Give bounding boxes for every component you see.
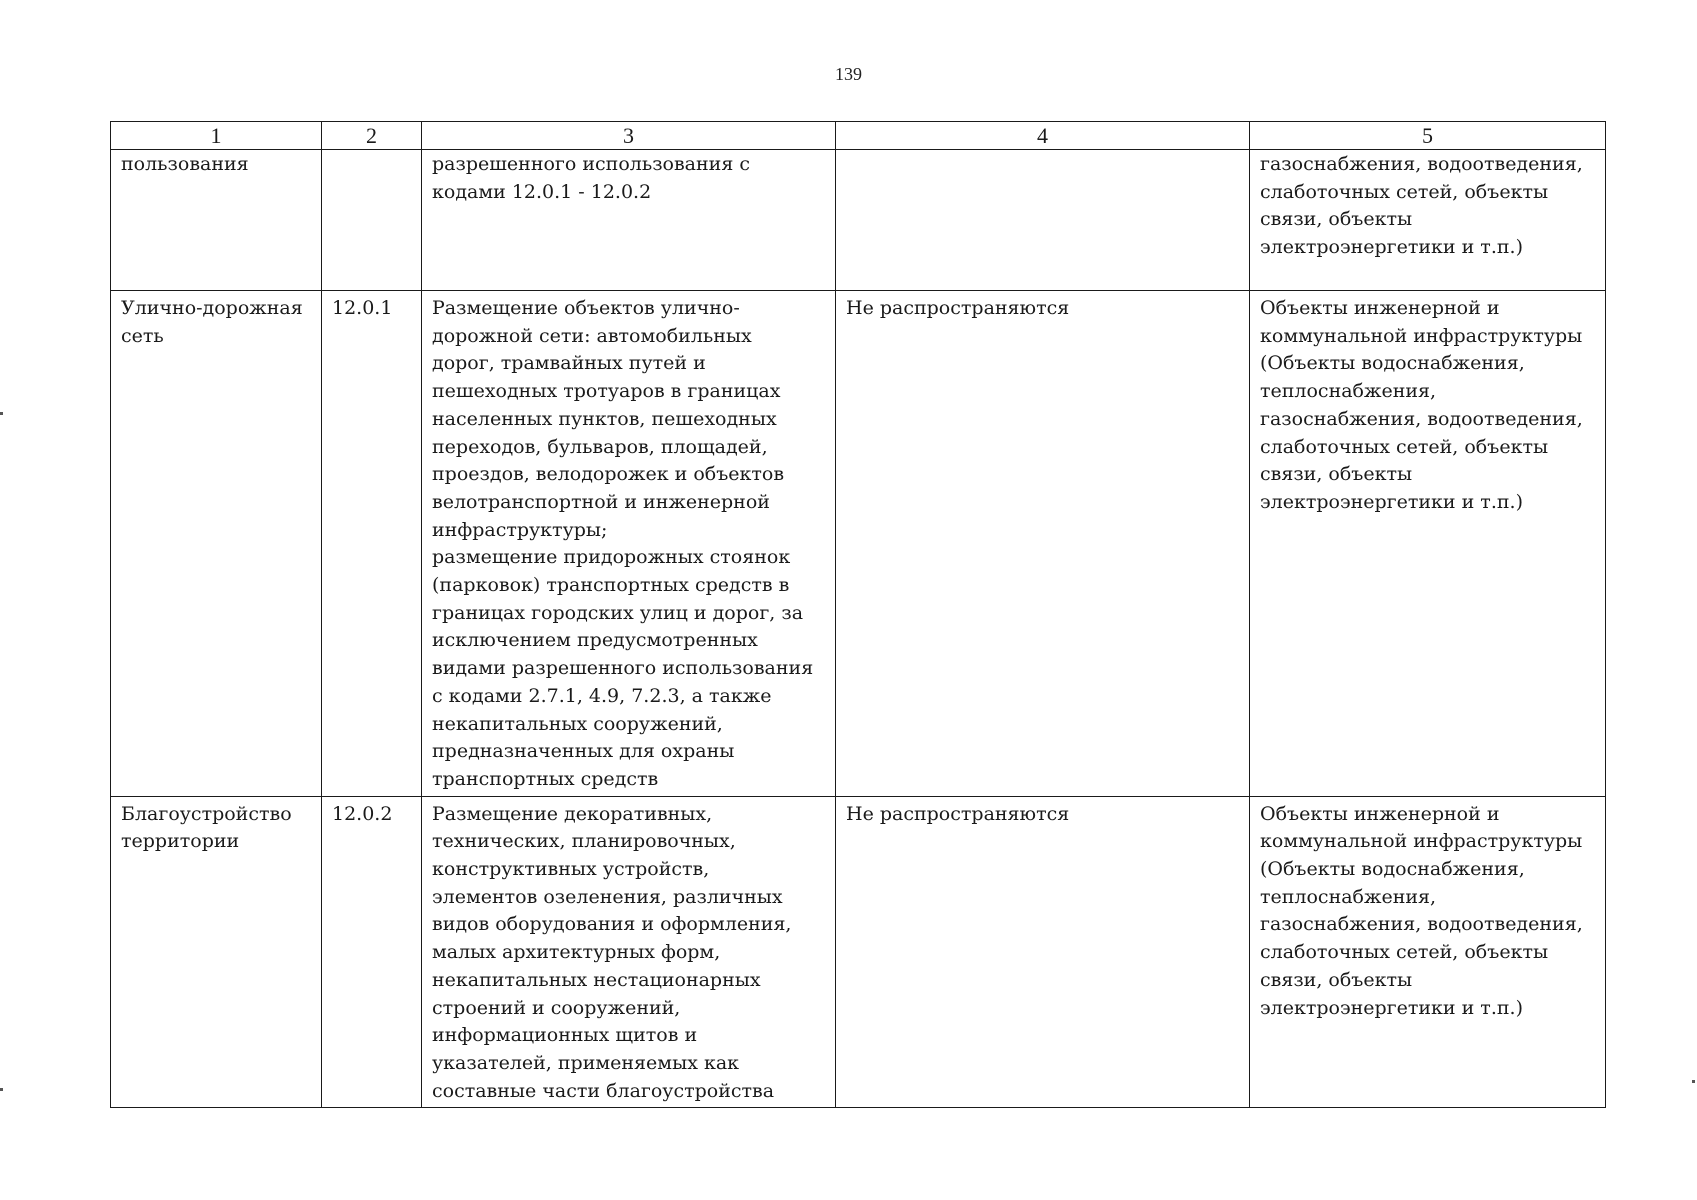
- column-header-2: 2: [322, 122, 422, 150]
- auxiliary-uses-cell: Объекты инженерной и коммунальной инфраструктуры (Объекты водоснабжения, теплоснабжения, газоснабжения, водоотведения, слаботочных сетей, объекты связи, объекты электроэнергетики и т.п.): [1250, 796, 1606, 1108]
- scan-edge-mark: [0, 1088, 3, 1091]
- column-header-1: 1: [111, 122, 322, 150]
- use-name-cell: пользования: [111, 150, 322, 291]
- scan-edge-mark: [1692, 1080, 1695, 1083]
- column-header-3: 3: [422, 122, 836, 150]
- column-header-5: 5: [1250, 122, 1606, 150]
- use-code-cell: 12.0.2: [322, 796, 422, 1108]
- land-use-table: [110, 121, 1606, 1108]
- column-header-4: 4: [836, 122, 1250, 150]
- header-row: [111, 122, 1606, 150]
- table-body: [111, 150, 1606, 1108]
- scan-edge-mark: [0, 412, 3, 415]
- auxiliary-uses-cell: газоснабжения, водоотведения, слаботочных сетей, объекты связи, объекты электроэнергетики и т.п.): [1250, 150, 1606, 291]
- use-code-cell: [322, 150, 422, 291]
- use-description-cell: разрешенного использования с кодами 12.0.1 - 12.0.2: [422, 150, 836, 291]
- use-name-cell: Улично-дорожная сеть: [111, 291, 322, 797]
- use-code-cell: 12.0.1: [322, 291, 422, 797]
- use-description-cell: Размещение объектов улично- дорожной сети: автомобильных дорог, трамвайных путей и пешеходных тротуаров в границах населенных пунктов, пешеходных переходов, бульваров, площадей, проездов, велодорожек и объектов велотранспортной и инженерной инфраструктуры; размещение придорожных стоянок (парковок) транспортных средств в границах городских улиц и дорог, за исключением предусмотренных видами разрешенного использования с кодами 2.7.1, 4.9, 7.2.3, а также некапитальных сооружений, предназначенных для охраны транспортных средств: [422, 291, 836, 797]
- page-number: 139: [835, 64, 862, 84]
- table-row: [111, 291, 1606, 797]
- use-limits-cell: Не распространяются: [836, 291, 1250, 797]
- use-limits-cell: Не распространяются: [836, 796, 1250, 1108]
- use-description-cell: Размещение декоративных, технических, планировочных, конструктивных устройств, элементов озеленения, различных видов оборудования и оформления, малых архитектурных форм, некапитальных нестационарных строений и сооружений, информационных щитов и указателей, применяемых как составные части благоустройства: [422, 796, 836, 1108]
- auxiliary-uses-cell: Объекты инженерной и коммунальной инфраструктуры (Объекты водоснабжения, теплоснабжения, газоснабжения, водоотведения, слаботочных сетей, объекты связи, объекты электроэнергетики и т.п.): [1250, 291, 1606, 797]
- table-header: [111, 122, 1606, 150]
- table-row: [111, 150, 1606, 291]
- use-limits-cell: [836, 150, 1250, 291]
- table-row: [111, 796, 1606, 1108]
- use-name-cell: Благоустройство территории: [111, 796, 322, 1108]
